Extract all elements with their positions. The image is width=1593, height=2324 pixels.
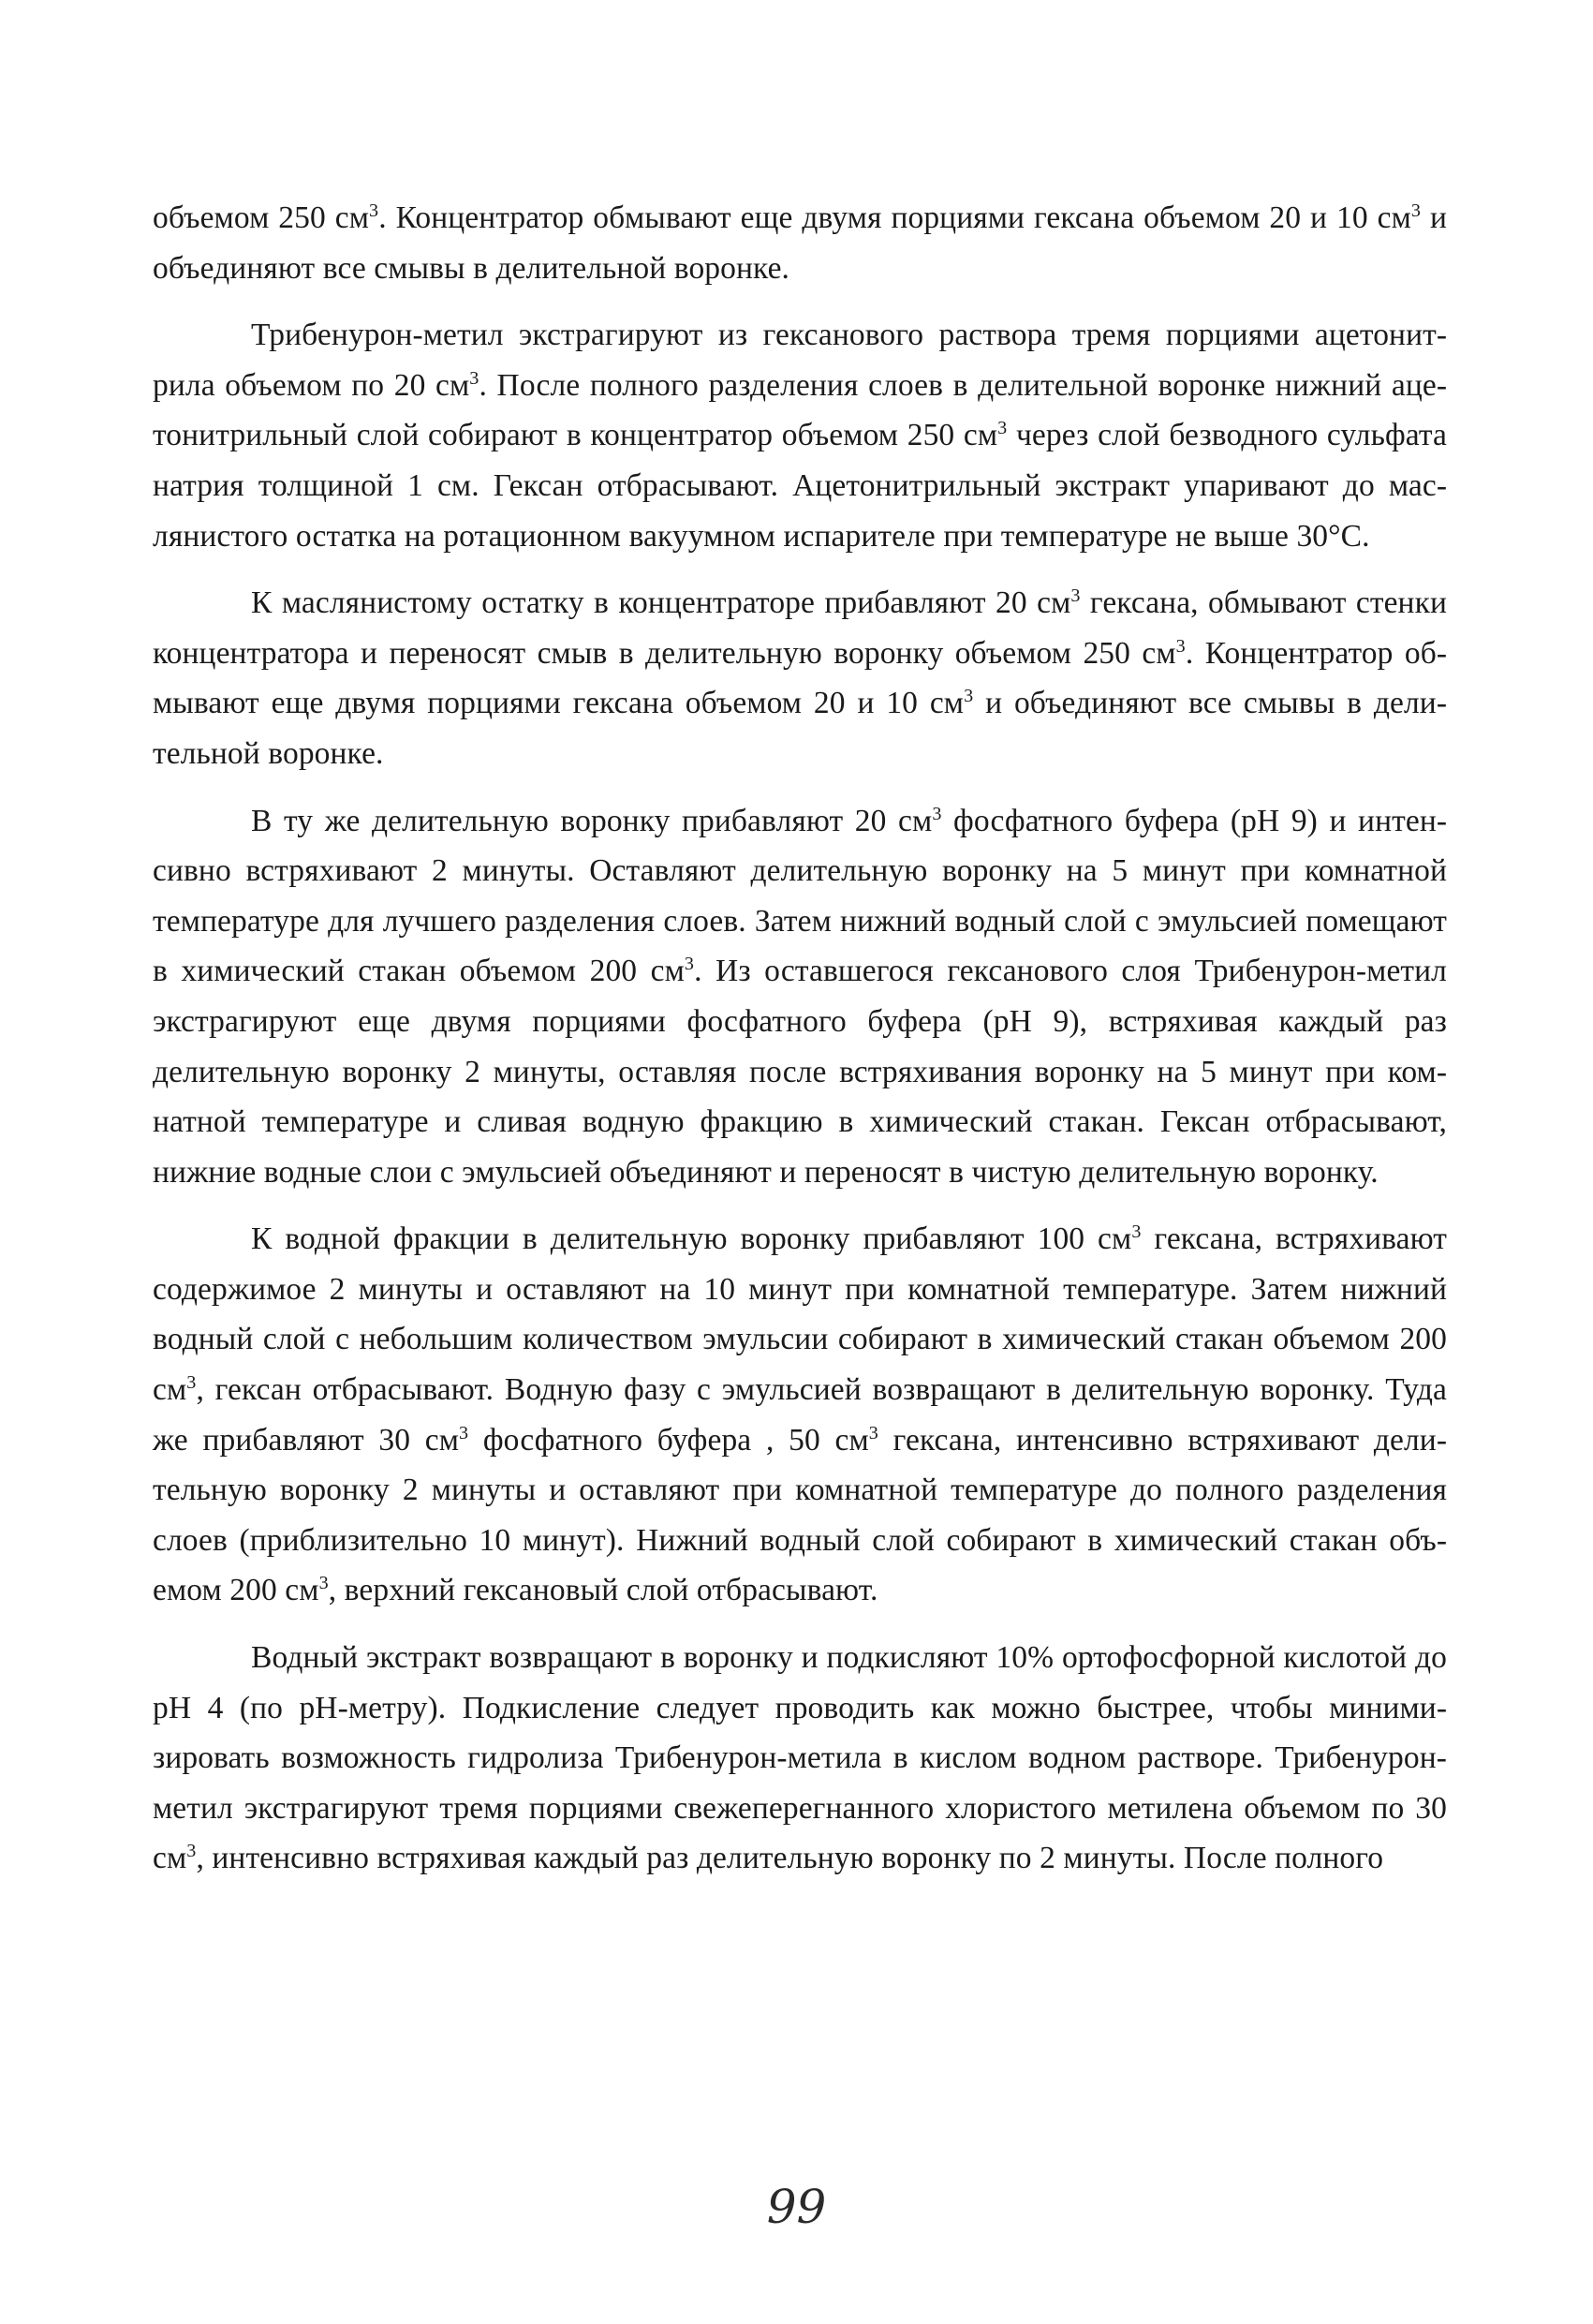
paragraph-1: объемом 250 $см^3$. Концентратор обмывают еще двумя порциями гексана объемом 20 и 10 $см^3$ и объединяют все смывы в делительной воронке. — [153, 200, 1447, 286]
paragraph-6: Водный экстракт возвращают в воронку и подкисляют 10% ортофосфорной кислотой до рН 4 (по рН-метру). Подкисление следует проводить как можно быстрее, чтобы минимизировать возможность гидролиза Трибенурон-метила в кислом водном растворе. Трибенурон-метил экстрагируют тремя порциями свежеперегнанного хлористого метилена объемом по 30 $см^3$, интенсивно встряхивая каждый раз делительную воронку по 2 минуты. После полного — [153, 1640, 1447, 1876]
paragraph-3: К маслянистому остатку в концентраторе прибавляют 20 $см^3$ гексана, обмывают стенки концентратора и переносят смыв в делительную воронку объемом 250 $см^3$. Концентратор обмывают еще двумя порциями гексана объемом 20 и 10 $см^3$ и объединяют все смывы в делительной воронке. — [153, 585, 1448, 771]
paragraph-4: В ту же делительную воронку прибавляют 20 $см^3$ фосфатного буфера (рН 9) и интенсивно встряхивают 2 минуты. Оставляют делительную воронку на 5 минут при комнатной температуре для лучшего разделения слоев. Затем нижний водный слой с эмульсией помещают в химический стакан объемом 200 $см^3$. Из оставшегося гексанового слоя Трибенурон-метил экстрагируют еще двумя порциями фосфатного буфера (рН 9), встряхивая каждый раз делительную воронку 2 минуты, оставляя после встряхивания воронку на 5 минут при комнатной температуре и сливая водную фракцию в химический стакан. Гексан отбрасывают, нижние водные слои с эмульсией объединяют и переносят в чистую делительную воронку. — [153, 803, 1447, 1190]
paragraph-5: К водной фракции в делительную воронку прибавляют 100 $см^3$ гексана, встряхивают содержимое 2 минуты и оставляют на 10 минут при комнатной температуре. Затем нижний водный слой с небольшим количеством эмульсии собирают в химический стакан объемом 200 $см^3$, гексан отбрасывают. Водную фазу с эмульсией возвращают в делительную воронку. Туда же прибавляют 30 $см^3$ фосфатного буфера , 50 $см^3$ гексана, интенсивно встряхивают делительную воронку 2 минуты и оставляют при комнатной температуре до полного разделения слоев (приблизительно 10 минут). Нижний водный слой собирают в химический стакан объемом 200 $см^3$, верхний гексановый слой отбрасывают. — [153, 1221, 1448, 1608]
document-body — [153, 193, 1447, 1901]
paragraph-2: Трибенурон-метил экстрагируют из гексанового раствора тремя порциями ацетонитрила объемом по 20 $см^3$. После полного разделения слоев в делительной воронке нижний ацетонитрильный слой собирают в концентратор объемом 250 $см^3$ через слой безводного сульфата натрия толщиной 1 см. Гексан отбрасывают. Ацетонитрильный экстракт упаривают до маслянистого остатка на ротационном вакуумном испарителе при температуре не выше 30°С. — [153, 318, 1447, 554]
page-number: 99 — [766, 2180, 827, 2234]
